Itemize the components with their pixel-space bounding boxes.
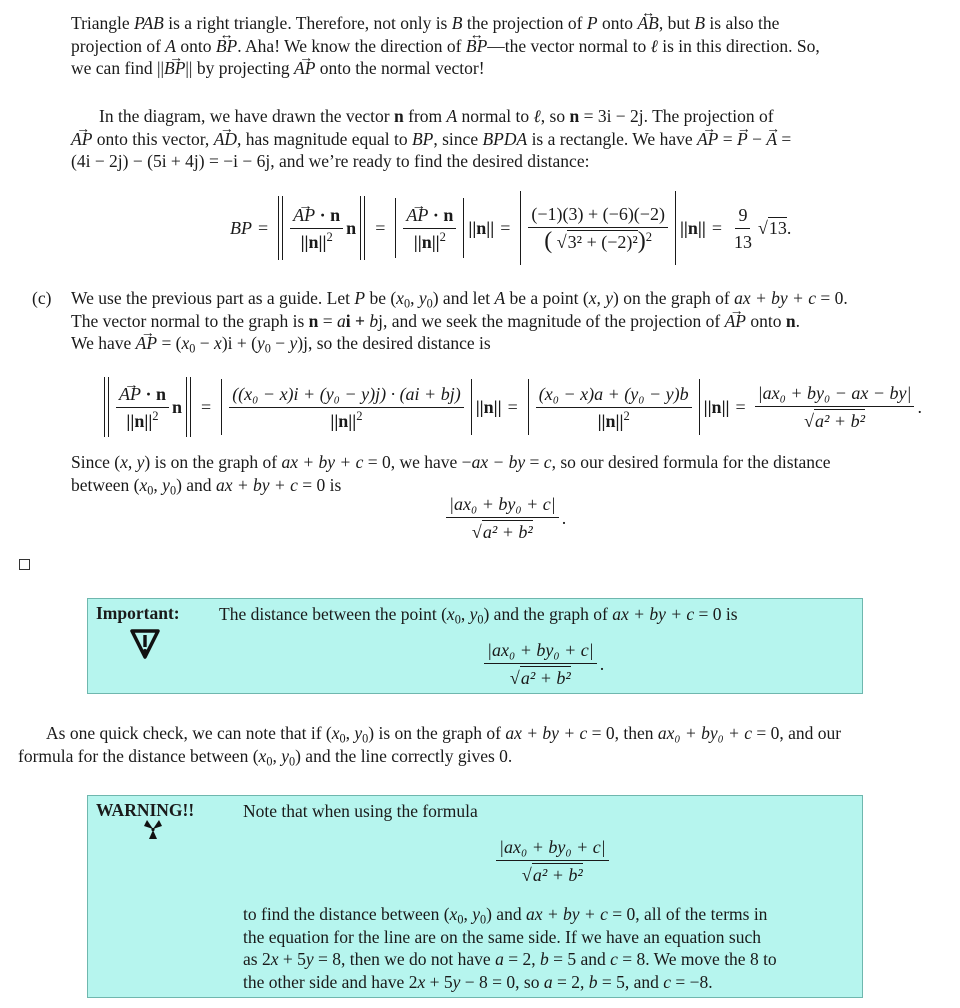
text: · n bbox=[428, 204, 454, 225]
text: as 2 bbox=[243, 949, 271, 969]
math-var: n bbox=[172, 396, 183, 417]
math-expr: ax + by + c bbox=[505, 723, 588, 743]
fraction bbox=[116, 383, 169, 432]
text: = bbox=[718, 128, 737, 149]
text: , bbox=[460, 604, 470, 624]
warning-text-intro: Note that when using the formula bbox=[243, 801, 478, 821]
sqrt-content: a² + b² bbox=[482, 522, 533, 542]
norm-bar bbox=[186, 377, 191, 437]
exponent: 2 bbox=[623, 408, 630, 423]
math-var: x bbox=[139, 474, 148, 495]
math-var: P bbox=[586, 13, 598, 33]
fraction: $\frac{\text{|ax₀ + by₀ + c|}}{\text{√a² + b²}}$ bbox=[446, 493, 559, 543]
abs-bar bbox=[395, 198, 396, 258]
text: = 3i − 2j. The projection of bbox=[579, 106, 774, 126]
subscript: 0 bbox=[362, 731, 369, 746]
fraction bbox=[536, 383, 692, 432]
fraction: $\frac{\text{|ax₀ + by₀ + c|}}{\text{√a² + b²}}$ bbox=[484, 639, 597, 689]
text: = 0, then bbox=[587, 723, 658, 743]
text: , bbox=[463, 904, 473, 924]
text: = ( bbox=[157, 333, 182, 353]
text-line bbox=[243, 971, 863, 994]
warning-box bbox=[87, 795, 863, 998]
subscript: 0 bbox=[169, 483, 177, 498]
period: . bbox=[599, 653, 605, 674]
vector-P: → P bbox=[737, 128, 748, 151]
text: ||n|| bbox=[597, 410, 624, 431]
math-var: BP bbox=[230, 217, 252, 238]
math-var: ℓ bbox=[650, 35, 658, 56]
text-line bbox=[71, 128, 941, 151]
vector-A: → A bbox=[766, 128, 777, 151]
vector-AP: → AP bbox=[294, 57, 315, 80]
numerator: |ax₀ + by₀ + c| bbox=[496, 836, 609, 861]
text: The vector normal to the graph is bbox=[71, 310, 309, 331]
equals: = bbox=[711, 217, 722, 238]
subscript: 0 bbox=[477, 612, 484, 627]
numerator: |ax₀ + by₀ + c| bbox=[484, 639, 597, 664]
math-var: y bbox=[418, 288, 427, 308]
math-var: y bbox=[469, 604, 478, 624]
text: ||n|| bbox=[300, 231, 327, 252]
text-line bbox=[243, 903, 863, 926]
norm-close: || bbox=[185, 58, 193, 78]
text: ) is on the graph of bbox=[144, 452, 282, 472]
text-line bbox=[243, 948, 863, 971]
text: onto bbox=[597, 13, 638, 33]
subscript: 0 bbox=[264, 341, 271, 356]
paragraph-quick-check bbox=[18, 722, 948, 767]
math-var: y bbox=[256, 333, 265, 353]
period: . bbox=[917, 396, 922, 417]
text: ||n|| bbox=[475, 396, 502, 417]
text: the projection of bbox=[462, 13, 587, 33]
text: = 0 is bbox=[694, 604, 738, 624]
text: = −8. bbox=[671, 971, 713, 992]
math-expr: ax₀ + by₀ + c bbox=[657, 723, 752, 743]
text: In the diagram, we have drawn the vector bbox=[99, 106, 394, 126]
math-var: ℓ bbox=[533, 106, 541, 126]
exponent: 2 bbox=[356, 408, 363, 423]
subscript: 0 bbox=[479, 912, 487, 927]
warning-label: WARNING!! bbox=[96, 800, 195, 820]
math-var: B bbox=[694, 13, 706, 33]
text: . Aha! We know the direction of bbox=[237, 35, 466, 56]
equals: = bbox=[258, 217, 269, 238]
equals: = bbox=[201, 396, 212, 417]
text: the other side and have 2 bbox=[243, 971, 418, 992]
math-var: A bbox=[165, 35, 176, 56]
fraction: $\frac{\text{|ax₀ + by₀ − ax − by|}}{\text{√a² + b²}}$ bbox=[755, 382, 915, 432]
subscript: 0 bbox=[403, 296, 411, 311]
text: ) and bbox=[176, 474, 216, 495]
numerator: 9 bbox=[735, 204, 750, 229]
text: be a point ( bbox=[505, 288, 589, 308]
text: i + bbox=[345, 310, 370, 331]
text: ) and the line correctly gives 0. bbox=[295, 745, 513, 766]
formula-distance bbox=[443, 493, 566, 543]
text: onto the normal vector! bbox=[315, 58, 485, 78]
math-var: B bbox=[451, 13, 463, 33]
math-var: x bbox=[446, 604, 455, 624]
text: ||n|| bbox=[679, 217, 706, 238]
sqrt-content: 13 bbox=[768, 218, 787, 238]
text-line: (4i − 2j) − (5i + 4j) = −i − 6j, and we’re ready to find the desired distance: bbox=[71, 151, 590, 171]
norm-bar bbox=[360, 196, 365, 260]
text: + 5 bbox=[278, 949, 306, 969]
text: , since bbox=[433, 128, 483, 149]
math-var: x bbox=[270, 949, 279, 969]
fraction: $\frac{\text{|ax₀ + by₀ + c|}}{\text{√a² + b²}}$ bbox=[496, 836, 609, 886]
math-var: y bbox=[281, 745, 289, 766]
equals: = bbox=[500, 217, 511, 238]
fraction bbox=[403, 204, 456, 253]
text: )j, so the desired distance is bbox=[297, 333, 491, 353]
math-var: x bbox=[449, 904, 458, 924]
period: . bbox=[561, 507, 567, 528]
math-expr: ax + by + c bbox=[734, 288, 816, 308]
text: is a rectangle. We have bbox=[527, 128, 697, 149]
text-line bbox=[71, 287, 951, 310]
text: = 0, all of the terms in bbox=[607, 904, 768, 924]
text: projection of bbox=[71, 35, 166, 56]
math-var: y bbox=[305, 949, 314, 969]
subscript: 0 bbox=[147, 483, 154, 498]
paragraph-since bbox=[71, 451, 951, 496]
math-var: y bbox=[162, 474, 170, 495]
text: ) on the graph of bbox=[613, 288, 735, 308]
math-var: x, y bbox=[588, 288, 614, 308]
abs-bar bbox=[699, 379, 700, 435]
vector-AP: → AP bbox=[725, 310, 746, 333]
text: − bbox=[195, 333, 215, 353]
abs-bar bbox=[471, 379, 472, 435]
numerator: ((x₀ − x)i + (y₀ − y)j) · (ai + bj) bbox=[229, 383, 464, 408]
text: , bbox=[410, 288, 419, 308]
text: onto bbox=[745, 310, 786, 331]
math-var: n bbox=[346, 217, 357, 238]
abs-bar bbox=[675, 191, 676, 265]
math-var: b bbox=[369, 310, 379, 331]
vector-BP: → BP bbox=[164, 57, 185, 80]
math-var: y bbox=[289, 333, 298, 353]
subscript: 0 bbox=[339, 731, 346, 746]
text: is in this direction. So, bbox=[657, 35, 820, 56]
math-var: x bbox=[417, 971, 426, 992]
text: − bbox=[270, 333, 290, 353]
text: , but bbox=[658, 13, 695, 33]
math-expr: ax + by + c bbox=[281, 452, 364, 472]
text: · n bbox=[315, 204, 341, 225]
paragraph-triangle bbox=[71, 12, 941, 80]
text: between ( bbox=[71, 474, 140, 495]
text: ||n|| bbox=[413, 231, 440, 252]
equation-bp: BP = → $\frac{AP \cdot n}{||n||^2}$ n = → $\frac{AP \cdot n}{||n||^2}$ ||n|| = $\frac{(-1)(3) + (-6)(-2)}{( √3^2 + (-2)^2)^2}$ ||n|| = $\frac{9}{13}$ √13 . bbox=[230, 188, 791, 268]
math-var: c bbox=[610, 949, 618, 969]
math-var: y bbox=[354, 723, 363, 743]
abs-bar bbox=[221, 379, 222, 435]
exponent: 2 bbox=[326, 229, 333, 244]
period: . bbox=[786, 217, 792, 238]
text: we can find bbox=[71, 58, 158, 78]
numerator: |ax₀ + by₀ + c| bbox=[446, 493, 559, 518]
fraction bbox=[290, 204, 343, 253]
math-var: BP bbox=[411, 128, 434, 149]
radiation-icon bbox=[143, 820, 163, 840]
subscript: 0 bbox=[454, 612, 461, 627]
math-var: x bbox=[181, 333, 190, 353]
text: be ( bbox=[365, 288, 397, 308]
norm-bar bbox=[104, 377, 109, 437]
equals: = bbox=[507, 396, 518, 417]
math-var: PAB bbox=[134, 13, 164, 33]
equals: = bbox=[735, 396, 746, 417]
subscript: 0 bbox=[457, 912, 464, 927]
math-var: n bbox=[785, 310, 796, 331]
vector-AP: → AP bbox=[697, 128, 718, 151]
warning-formula bbox=[493, 836, 612, 886]
math-var: b bbox=[539, 949, 549, 969]
math-var: x bbox=[331, 723, 340, 743]
text: = 0 is bbox=[297, 474, 342, 495]
paragraph-diagram bbox=[71, 105, 941, 173]
text: = 2, bbox=[503, 949, 540, 969]
equals: = bbox=[375, 217, 386, 238]
text: Since ( bbox=[71, 452, 121, 472]
text: to find the distance between ( bbox=[243, 904, 450, 924]
sqrt-content: a² + b² bbox=[815, 411, 865, 431]
qed-square-icon bbox=[19, 559, 30, 570]
text: by projecting bbox=[192, 58, 295, 78]
text: from bbox=[403, 106, 447, 126]
math-expr: ax + by + c bbox=[215, 474, 298, 495]
text: j, and we seek the magnitude of the projection of bbox=[378, 310, 725, 331]
text: ||n|| bbox=[703, 396, 730, 417]
text: = 0. bbox=[815, 288, 848, 308]
text: normal to bbox=[457, 106, 534, 126]
math-var: a bbox=[495, 949, 504, 969]
text: = bbox=[777, 128, 792, 149]
exponent: 2 bbox=[645, 230, 653, 245]
text-line bbox=[18, 722, 948, 745]
abs-bar bbox=[520, 191, 521, 265]
numerator: (−1)(3) + (−6)(−2) bbox=[528, 203, 668, 228]
text-line bbox=[71, 57, 941, 80]
important-label: Important: bbox=[96, 603, 180, 623]
text: = 8. We move the 8 to bbox=[617, 949, 777, 969]
text-line bbox=[71, 12, 941, 35]
vector-AP: → AP bbox=[293, 204, 315, 226]
fraction bbox=[229, 383, 464, 432]
sqrt-content: a² + b² bbox=[520, 668, 571, 688]
text: , bbox=[153, 474, 163, 495]
text: —the vector normal to bbox=[487, 35, 651, 56]
text: ||n|| bbox=[330, 410, 357, 431]
text: ) and let bbox=[432, 288, 495, 308]
math-var: a bbox=[337, 310, 346, 331]
line-BP: ↔ BP bbox=[466, 35, 487, 58]
important-text bbox=[219, 603, 738, 626]
text: As one quick check, we can note that if ( bbox=[46, 723, 332, 743]
text: , bbox=[272, 745, 282, 766]
text: = 2, bbox=[552, 971, 589, 992]
text: ) is on the graph of bbox=[368, 723, 506, 743]
abs-bar bbox=[528, 379, 529, 435]
norm-open: || bbox=[157, 58, 165, 78]
math-var: P bbox=[354, 288, 366, 308]
text: = bbox=[525, 452, 544, 472]
text: , bbox=[345, 723, 355, 743]
text: is a right triangle. Therefore, not only is bbox=[163, 13, 452, 33]
math-var: n bbox=[393, 106, 404, 126]
text-line bbox=[71, 332, 951, 355]
warning-triangle-icon bbox=[128, 627, 162, 661]
equation-distance bbox=[100, 374, 922, 440]
text: = 0, we have − bbox=[363, 452, 472, 472]
math-var: x, y bbox=[120, 452, 145, 472]
text: , so bbox=[540, 106, 570, 126]
numerator: (x₀ − x)a + (y₀ − y)b bbox=[536, 383, 692, 408]
math-expr: ax + by + c bbox=[525, 904, 608, 924]
math-var: A bbox=[494, 288, 506, 308]
text: ) and bbox=[486, 904, 526, 924]
text: = 8, then we do not have bbox=[313, 949, 496, 969]
important-box bbox=[87, 598, 863, 694]
subscript: 0 bbox=[266, 754, 273, 769]
text: − bbox=[747, 128, 767, 149]
norm-bar bbox=[278, 196, 283, 260]
text: , so our desired formula for the distance bbox=[551, 452, 831, 472]
line-BP: ↔ BP bbox=[216, 35, 237, 58]
math-var: x bbox=[214, 333, 222, 353]
math-var: c bbox=[663, 971, 671, 992]
math-var: n bbox=[569, 106, 580, 126]
numerator: |ax₀ + by₀ − ax − by| bbox=[755, 382, 915, 407]
fraction: $\frac{(-1)(3) + (-6)(-2)}{( √3^2 + (-2)^2)^2}$ bbox=[528, 203, 668, 253]
text: . bbox=[795, 310, 800, 331]
text: ||n|| bbox=[468, 217, 495, 238]
vector-AP: → AP bbox=[406, 204, 428, 226]
subscript: 0 bbox=[189, 341, 196, 356]
part-c-label: (c) bbox=[32, 288, 52, 308]
math-var: y bbox=[452, 971, 461, 992]
text-line bbox=[71, 105, 941, 128]
math-var: c bbox=[543, 452, 552, 472]
vector-AP: → AP bbox=[136, 332, 157, 355]
text: = 5, and bbox=[597, 971, 664, 992]
text: formula for the distance between ( bbox=[18, 745, 259, 766]
text-line bbox=[71, 35, 941, 58]
vector-AD: → AD bbox=[214, 128, 237, 151]
text-line bbox=[18, 745, 948, 768]
text-line bbox=[71, 451, 951, 474]
text: ) and the graph of bbox=[483, 604, 613, 624]
math-var: a bbox=[543, 971, 553, 992]
math-var: x bbox=[396, 288, 404, 308]
text: )i + ( bbox=[221, 333, 257, 353]
text: We have bbox=[71, 333, 136, 353]
line-AB: ↔ AB bbox=[637, 12, 658, 35]
vector-AP: → AP bbox=[119, 383, 141, 405]
math-var: y bbox=[472, 904, 480, 924]
text: · n bbox=[141, 383, 167, 404]
fraction bbox=[731, 204, 755, 253]
math-var: n bbox=[308, 310, 319, 331]
text: onto bbox=[175, 35, 216, 56]
warning-text-body bbox=[243, 903, 863, 993]
text-line bbox=[71, 310, 951, 333]
text: = 5 and bbox=[548, 949, 611, 969]
sqrt-content: 3² + (−2)² bbox=[567, 232, 638, 252]
text: + 5 bbox=[425, 971, 453, 992]
important-formula bbox=[481, 639, 604, 689]
text: ||n|| bbox=[126, 410, 153, 431]
math-var: b bbox=[588, 971, 598, 992]
math-expr: ax + by + c bbox=[612, 604, 695, 624]
subscript: 0 bbox=[426, 296, 433, 311]
exponent: 2 bbox=[152, 408, 159, 423]
text-line: the equation for the line are on the same side. If we have an equation such bbox=[243, 926, 762, 947]
denominator: 13 bbox=[733, 231, 752, 252]
text: The distance between the point ( bbox=[219, 604, 447, 624]
text: We use the previous part as a guide. Let bbox=[71, 288, 355, 308]
text: onto this vector, bbox=[92, 128, 214, 149]
sqrt-content: a² + b² bbox=[532, 865, 583, 885]
text: = bbox=[318, 310, 337, 331]
subscript: 0 bbox=[288, 754, 296, 769]
text: is also the bbox=[705, 13, 780, 33]
math-var: x bbox=[258, 745, 267, 766]
text: − 8 = 0, so bbox=[460, 971, 544, 992]
text: , has magnitude equal to bbox=[237, 128, 412, 149]
text: = 0, and our bbox=[752, 723, 842, 743]
paragraph-part-c bbox=[71, 287, 951, 355]
math-var: BPDA bbox=[482, 128, 528, 149]
math-expr: ax − by bbox=[471, 452, 526, 472]
exponent: 2 bbox=[439, 229, 446, 244]
abs-bar bbox=[463, 198, 464, 258]
math-var: A bbox=[446, 106, 458, 126]
vector-AP: → AP bbox=[71, 128, 92, 151]
text: Triangle bbox=[71, 13, 135, 33]
